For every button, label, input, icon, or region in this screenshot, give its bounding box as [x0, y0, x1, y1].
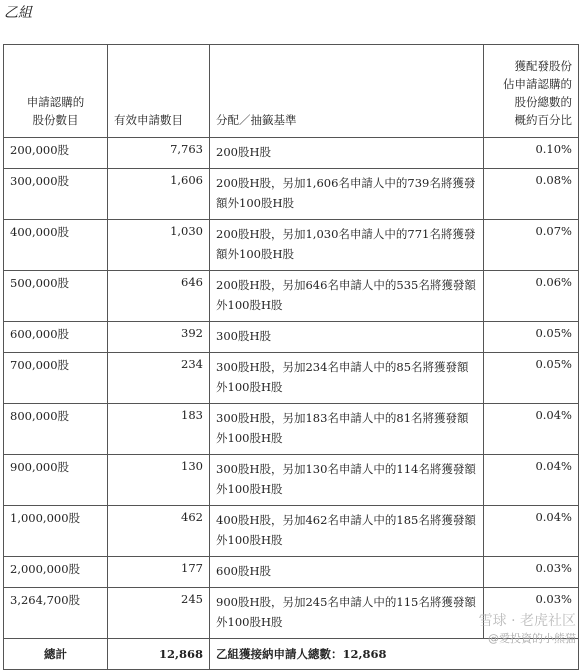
table-row [4, 557, 579, 588]
cell-percentage: 0.03% [484, 588, 579, 639]
cell-percentage: 0.06% [484, 271, 579, 322]
cell-valid-applications: 130 [108, 455, 210, 506]
cell-valid-applications: 392 [108, 322, 210, 353]
cell-percentage: 0.10% [484, 138, 579, 169]
cell-allocation-basis: 900股H股，另加245名申請人中的115名將獲發額外100股H股 [210, 588, 484, 639]
cell-allocation-basis: 300股H股，另加183名申請人中的81名將獲發額外100股H股 [210, 404, 484, 455]
table-row [4, 322, 579, 353]
cell-shares-applied: 900,000股 [4, 455, 108, 506]
cell-valid-applications: 177 [108, 557, 210, 588]
cell-allocation-basis: 300股H股，另加234名申請人中的85名將獲發額外100股H股 [210, 353, 484, 404]
cell-shares-applied: 1,000,000股 [4, 506, 108, 557]
total-label: 總計 [4, 639, 108, 670]
cell-percentage: 0.04% [484, 455, 579, 506]
table-row [4, 220, 579, 271]
cell-shares-applied: 200,000股 [4, 138, 108, 169]
cell-valid-applications: 7,763 [108, 138, 210, 169]
header-shares-applied: 申請認購的 股份數目 [4, 45, 108, 138]
header-percentage: 獲配發股份 佔申請認購的 股份總數的 概約百分比 [484, 45, 579, 138]
cell-allocation-basis: 200股H股 [210, 138, 484, 169]
cell-percentage: 0.08% [484, 169, 579, 220]
cell-allocation-basis: 400股H股，另加462名申請人中的185名將獲發額外100股H股 [210, 506, 484, 557]
group-title: 乙組 [4, 5, 32, 21]
table-row [4, 169, 579, 220]
header-valid-applications: 有效申請數目 [108, 45, 210, 138]
cell-percentage: 0.05% [484, 322, 579, 353]
cell-allocation-basis: 300股H股 [210, 322, 484, 353]
cell-percentage: 0.03% [484, 557, 579, 588]
cell-allocation-basis: 300股H股，另加130名申請人中的114名將獲發額外100股H股 [210, 455, 484, 506]
cell-shares-applied: 400,000股 [4, 220, 108, 271]
cell-shares-applied: 3,264,700股 [4, 588, 108, 639]
cell-allocation-basis: 600股H股 [210, 557, 484, 588]
watermark-logo: 雪球 · 老虎社区 [478, 613, 576, 629]
cell-valid-applications: 462 [108, 506, 210, 557]
table-row [4, 138, 579, 169]
table-row [4, 506, 579, 557]
cell-valid-applications: 245 [108, 588, 210, 639]
header-allocation-basis: 分配／抽籤基準 [210, 45, 484, 138]
cell-allocation-basis: 200股H股，另加1,030名申請人中的771名將獲發額外100股H股 [210, 220, 484, 271]
cell-shares-applied: 500,000股 [4, 271, 108, 322]
cell-shares-applied: 700,000股 [4, 353, 108, 404]
table-row [4, 271, 579, 322]
total-applications: 12,868 [108, 639, 210, 670]
cell-percentage: 0.05% [484, 353, 579, 404]
cell-allocation-basis: 200股H股，另加1,606名申請人中的739名將獲發額外100股H股 [210, 169, 484, 220]
cell-valid-applications: 1,606 [108, 169, 210, 220]
allocation-table [3, 44, 579, 670]
cell-percentage: 0.07% [484, 220, 579, 271]
cell-valid-applications: 1,030 [108, 220, 210, 271]
cell-shares-applied: 800,000股 [4, 404, 108, 455]
cell-valid-applications: 646 [108, 271, 210, 322]
cell-valid-applications: 234 [108, 353, 210, 404]
watermark-handle: @愛投資的小熊猫 [488, 632, 576, 645]
table-row [4, 404, 579, 455]
watermark [479, 612, 576, 648]
table-row [4, 455, 579, 506]
table-row [4, 353, 579, 404]
cell-percentage: 0.04% [484, 404, 579, 455]
cell-shares-applied: 2,000,000股 [4, 557, 108, 588]
header-row [4, 45, 579, 138]
cell-allocation-basis: 200股H股，另加646名申請人中的535名將獲發額外100股H股 [210, 271, 484, 322]
total-basis: 乙組獲接納申請人總數：12,868 [210, 639, 579, 670]
cell-shares-applied: 600,000股 [4, 322, 108, 353]
cell-valid-applications: 183 [108, 404, 210, 455]
cell-shares-applied: 300,000股 [4, 169, 108, 220]
cell-percentage: 0.04% [484, 506, 579, 557]
